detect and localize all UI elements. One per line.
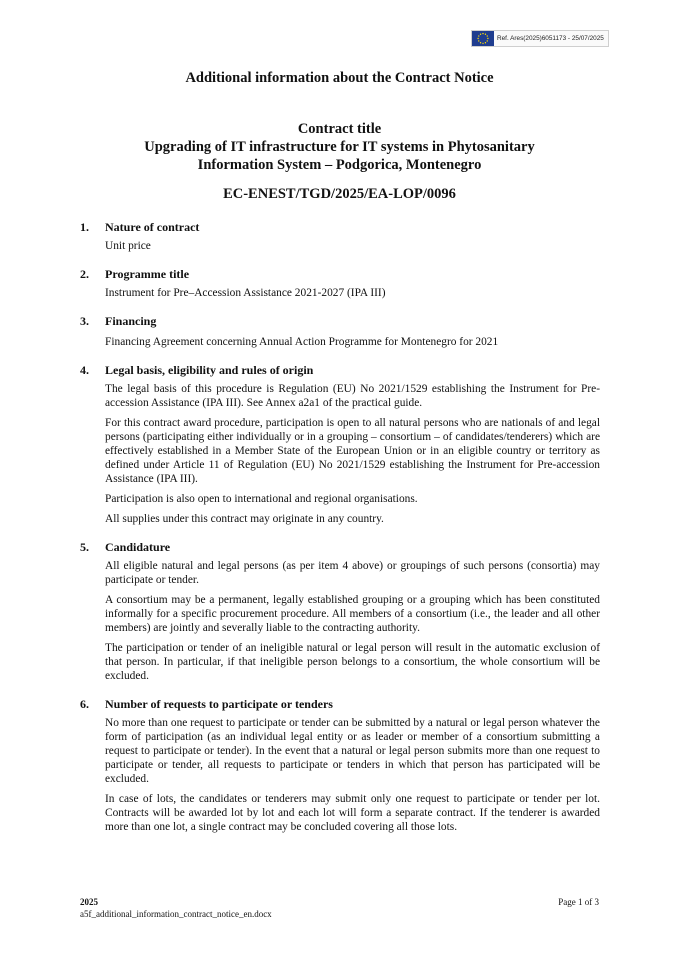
section-heading: [80, 314, 600, 329]
section-paragraph: All supplies under this contract may originate in any country.: [105, 513, 384, 525]
section-paragraph: All eligible natural and legal persons (as per item 4 above) or groupings of such persons (consortia) may participate or tender.: [105, 560, 600, 586]
section-legal-basis: [80, 363, 600, 526]
section-number: 4.: [80, 363, 89, 377]
reference-stamp: [471, 30, 609, 47]
document-title: Additional information about the Contract Notice: [185, 70, 494, 86]
section-number: 1.: [80, 220, 89, 234]
section-nature-of-contract: [80, 220, 600, 253]
section-paragraph: Instrument for Pre–Accession Assistance 2021-2027 (IPA III): [105, 287, 386, 299]
section-title: Programme title: [105, 267, 190, 281]
section-financing: [80, 314, 600, 349]
contract-title-line-1: Upgrading of IT infrastructure for IT systems in Phytosanitary: [144, 139, 535, 155]
section-title: Candidature: [105, 540, 171, 554]
footer-filename: a5f_additional_information_contract_notice_en.docx: [80, 909, 272, 919]
section-title: Financing: [105, 314, 157, 328]
section-paragraph: The legal basis of this procedure is Regulation (EU) No 2021/1529 establishing the Instrument for Pre-accession Assistance (IPA III). See Annex a2a1 of the practical guide.: [105, 383, 600, 409]
section-heading: [80, 220, 600, 235]
section-paragraph: A consortium may be a permanent, legally established grouping or a grouping which has been constituted informally for a specific procurement procedure. All members of a consortium (i.e., the leader and all other members) are jointly and severally liable to the contracting authority.: [105, 594, 600, 634]
section-heading: [80, 267, 600, 282]
contract-title-line-2: Information System – Podgorica, Montenegro: [197, 157, 482, 173]
section-paragraph: The participation or tender of an ineligible natural or legal person will result in the automatic exclusion of that person. In particular, if that ineligible person belongs to a consortium, the whole consortium will be excluded.: [105, 642, 600, 682]
section-heading: [80, 363, 600, 378]
contract-title-block: [0, 120, 679, 174]
section-title: Legal basis, eligibility and rules of origin: [105, 363, 314, 377]
section-heading: [80, 697, 600, 712]
section-number: 2.: [80, 267, 89, 281]
section-number: 3.: [80, 314, 89, 328]
section-paragraph: No more than one request to participate or tender can be submitted by a natural or legal person whatever the form of participation (as an individual legal entity or as leader or member of a consortium submitting a request to participate or tender). In the event that a natural or legal person submits more than one request to participate or tender, all requests to participate or tenders in which that person has participated will be excluded.: [105, 717, 600, 785]
eu-flag-icon: [472, 31, 494, 46]
page-number: Page 1 of 3: [558, 897, 599, 907]
section-paragraph: Participation is also open to international and regional organisations.: [105, 493, 418, 505]
footer-year: 2025: [80, 897, 98, 907]
section-paragraph: Financing Agreement concerning Annual Action Programme for Montenegro for 2021: [105, 336, 499, 348]
section-candidature: [80, 540, 600, 683]
contract-title-label: Contract title: [297, 121, 382, 137]
section-paragraph: Unit price: [105, 240, 151, 252]
footer-left: [80, 896, 272, 920]
sections: [80, 220, 600, 840]
section-paragraph: For this contract award procedure, participation is open to all natural persons who are nationals of and legal persons (participating either individually or in a grouping – consortium – of candidates/tenderers) which are effectively established in a Member State of the European Union or in an eligible country or territory as defined under Article 11 of Regulation (EU) No 2021/1529 establishing the Instrument for Pre-accession Assistance (IPA III).: [105, 417, 600, 485]
section-paragraph: In case of lots, the candidates or tenderers may submit only one request to participate or tender per lot. Contracts will be awarded lot by lot and each lot will form a separate contract. If the tenderer is awarded more than one lot, a single contract may be concluded covering all those lots.: [105, 793, 600, 833]
reference-text: Ref. Ares(2025)6051173 - 25/07/2025: [497, 35, 604, 42]
section-number-of-requests: [80, 697, 600, 834]
section-title: Nature of contract: [105, 220, 200, 234]
reference-number: EC-ENEST/TGD/2025/EA-LOP/0096: [223, 186, 456, 202]
section-heading: [80, 540, 600, 555]
section-title: Number of requests to participate or tenders: [105, 697, 333, 711]
section-programme-title: [80, 267, 600, 300]
section-number: 6.: [80, 697, 89, 711]
section-number: 5.: [80, 540, 89, 554]
